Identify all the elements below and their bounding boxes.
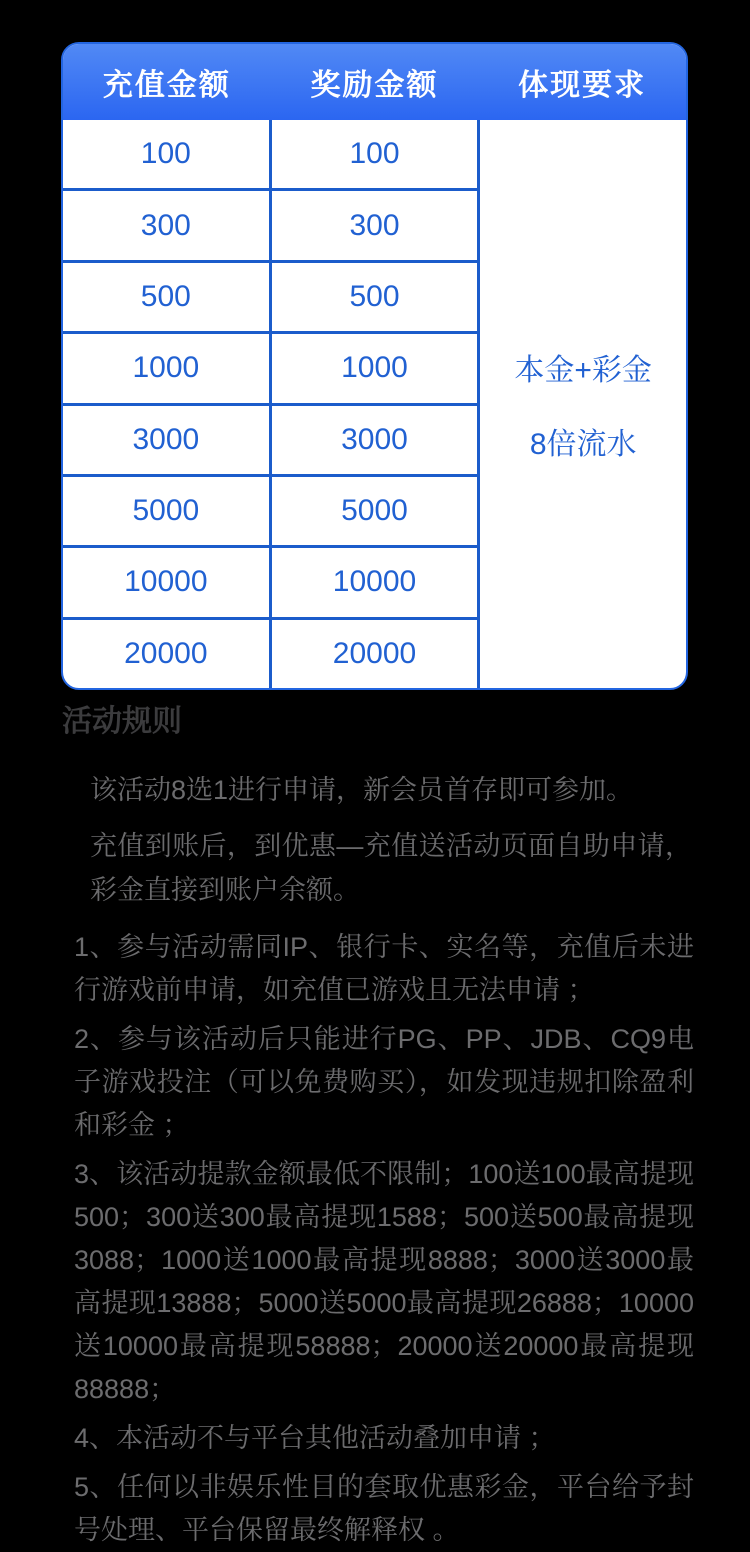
deposit-column bbox=[63, 120, 269, 688]
recharge-bonus-table bbox=[61, 42, 688, 690]
rules-intro-apply: 该活动8选1进行申请，新会员首存即可参加。 bbox=[90, 775, 634, 805]
deposit-cell: 300 bbox=[63, 191, 269, 262]
rule-item: 1、参与活动需同IP、银行卡、实名等，充值后未进行游戏前申请，如充值已游戏且无法申请 ； bbox=[74, 932, 694, 1005]
bonus-cell: 500 bbox=[272, 263, 478, 334]
activity-rules-section bbox=[0, 704, 750, 1552]
rule-item: 3、该活动提款金额最低不限制；100送100最高提现500；300送300最高提现1588；500送500最高提现3088；1000送1000最高提现8888；3000送3000最高提现13888；5000送5000最高提现26888；10000送10000最高提现58888；20000送20000最高提现88888； bbox=[74, 1159, 694, 1404]
deposit-cell: 5000 bbox=[63, 477, 269, 548]
deposit-cell: 10000 bbox=[63, 548, 269, 619]
deposit-cell: 1000 bbox=[63, 334, 269, 405]
bonus-cell: 1000 bbox=[272, 334, 478, 405]
requirement-line-principal-plus-bonus: 本金+彩金 bbox=[514, 354, 652, 387]
deposit-cell: 100 bbox=[63, 120, 269, 191]
bonus-cell: 300 bbox=[272, 191, 478, 262]
header-bonus-amount: 奖励金额 bbox=[310, 69, 439, 102]
rule-item: 5、任何以非娱乐性目的套取优惠彩金，平台给予封号处理、平台保留最终解释权 。 bbox=[74, 1472, 694, 1545]
header-deposit-amount: 充值金额 bbox=[102, 69, 231, 102]
bonus-cell: 3000 bbox=[272, 406, 478, 477]
bonus-cell: 5000 bbox=[272, 477, 478, 548]
rules-list bbox=[0, 926, 750, 1552]
requirement-line-turnover: 8倍流水 bbox=[529, 428, 637, 461]
requirement-column bbox=[480, 120, 686, 688]
bonus-cell: 10000 bbox=[272, 548, 478, 619]
bonus-column bbox=[269, 120, 481, 688]
table-header-row bbox=[63, 44, 686, 120]
deposit-cell: 20000 bbox=[124, 636, 208, 670]
deposit-cell: 500 bbox=[63, 263, 269, 334]
bonus-cell: 100 bbox=[272, 120, 478, 191]
header-withdrawal-requirement: 体现要求 bbox=[518, 69, 647, 102]
table-body bbox=[63, 120, 686, 688]
bonus-cell: 20000 bbox=[332, 636, 417, 670]
deposit-cell: 3000 bbox=[63, 406, 269, 477]
rules-title: 活动规则 bbox=[62, 705, 182, 738]
rules-intro-how-to-claim: 充值到账后，到优惠—充值送活动页面自助申请，彩金直接到账户余额。 bbox=[90, 831, 692, 905]
rule-item: 4、本活动不与平台其他活动叠加申请 ； bbox=[74, 1423, 556, 1453]
rule-item: 2、参与该活动后只能进行PG、PP、JDB、CQ9电子游戏投注（可以免费购买），如发现违规扣除盈利和彩金 ； bbox=[74, 1024, 694, 1140]
